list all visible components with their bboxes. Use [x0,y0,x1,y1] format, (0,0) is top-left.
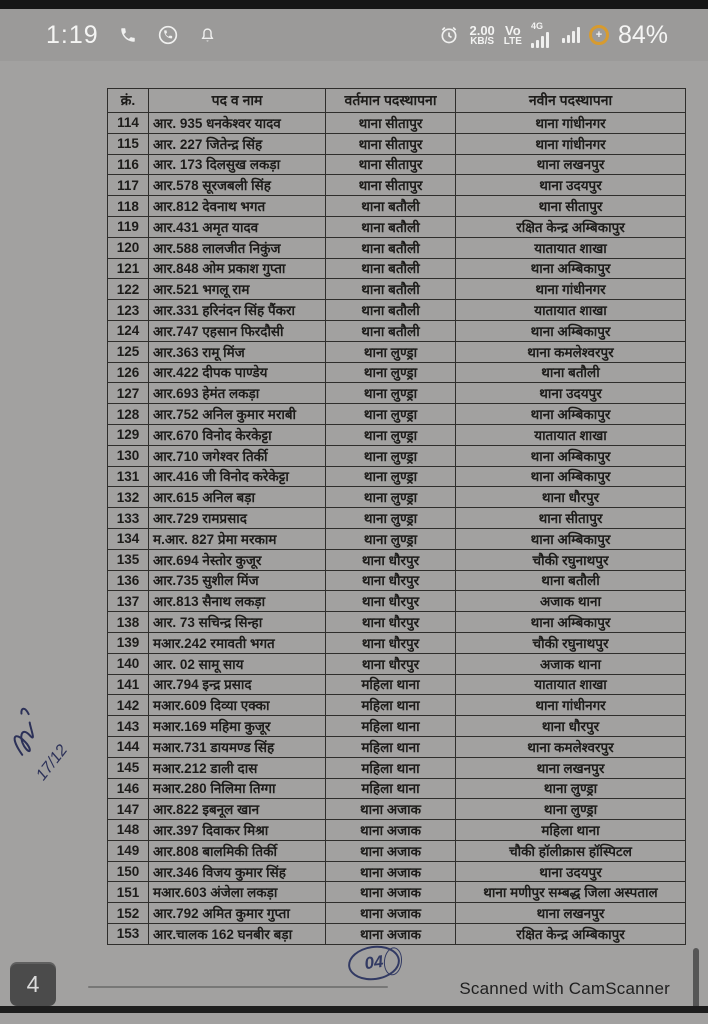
cell-serial: 128 [108,404,149,425]
cell-new-posting: थाना अम्बिकापुर [456,528,686,549]
cell-new-posting: अजाक थाना [456,653,686,674]
table-row [108,487,686,508]
cell-serial: 117 [108,175,149,196]
cell-new-posting: थाना बतौली [456,570,686,591]
cell-serial: 144 [108,736,149,757]
cell-post-name: आर.346 विजय कुमार सिंह [149,861,326,882]
cell-post-name: आर.752 अनिल कुमार मराबी [149,404,326,425]
table-row [108,736,686,757]
cell-post-name: आर.578 सूरजबली सिंह [149,175,326,196]
cell-new-posting: यातायात शाखा [456,237,686,258]
cell-post-name: आर.822 इबनूल खान [149,799,326,820]
cell-post-name: मआर.609 दिव्या एक्का [149,695,326,716]
cell-new-posting: थाना लखनपुर [456,757,686,778]
cell-post-name: आर.331 हरिनंदन सिंह पैंकरा [149,300,326,321]
cell-post-name: आर.397 दिवाकर मिश्रा [149,820,326,841]
cell-new-posting: थाना अम्बिकापुर [456,320,686,341]
network-speed-unit: KB/S [470,35,495,47]
device-bottom-bar [0,1006,708,1013]
cell-current-posting: थाना धौरपुर [326,612,456,633]
cell-current-posting: थाना अजाक [326,903,456,924]
cell-current-posting: महिला थाना [326,778,456,799]
cell-post-name: आर. 173 दिलसुख लकड़ा [149,154,326,175]
cell-post-name: मआर.212 डाली दास [149,757,326,778]
cell-new-posting: थाना अम्बिकापुर [456,404,686,425]
network-speed-value: 2.00 [469,22,495,38]
cell-serial: 126 [108,362,149,383]
table-row [108,528,686,549]
cell-current-posting: थाना लुण्ड्रा [326,362,456,383]
table-row [108,757,686,778]
volte-indicator [504,24,522,47]
table-row [108,612,686,633]
cell-serial: 115 [108,133,149,154]
table-row [108,300,686,321]
cell-new-posting: थाना गांधीनगर [456,279,686,300]
cell-current-posting: थाना सीतापुर [326,113,456,134]
cell-current-posting: थाना लुण्ड्रा [326,383,456,404]
camscanner-watermark: Scanned with CamScanner [459,979,670,998]
table-header-row [108,89,686,113]
cell-new-posting: रक्षित केन्द्र अम्बिकापुर [456,924,686,945]
cell-current-posting: थाना सीतापुर [326,133,456,154]
page-number-badge[interactable]: 4 [10,962,56,1006]
table-row [108,258,686,279]
header-post-name: पद व नाम [149,89,326,113]
cell-post-name: म.आर. 827 प्रेमा मरकाम [149,528,326,549]
cell-serial: 116 [108,154,149,175]
cell-post-name: आर.747 एहसान फिरदौसी [149,320,326,341]
table-row [108,570,686,591]
cell-new-posting: थाना गांधीनगर [456,133,686,154]
handwritten-page-number: 04 [346,943,402,984]
table-row [108,653,686,674]
cell-post-name: आर.693 हेमंत लकड़ा [149,383,326,404]
cell-serial: 130 [108,445,149,466]
cell-new-posting: यातायात शाखा [456,300,686,321]
table-row [108,362,686,383]
cell-post-name: आर.694 नेस्तोर कुजूर [149,549,326,570]
cell-serial: 147 [108,799,149,820]
cell-new-posting: थाना कमलेश्वरपुर [456,341,686,362]
phone-call-icon [117,24,139,46]
cell-post-name: मआर.603 अंजेला लकड़ा [149,882,326,903]
cell-new-posting: थाना उदयपुर [456,383,686,404]
alarm-clock-icon [438,24,460,46]
cell-post-name: आर. 935 धनकेश्वर यादव [149,113,326,134]
cell-new-posting: थाना कमलेश्वरपुर [456,736,686,757]
cell-current-posting: थाना बतौली [326,196,456,217]
cell-current-posting: महिला थाना [326,674,456,695]
network-speed-indicator [469,24,494,47]
table-row [108,820,686,841]
cell-current-posting: थाना धौरपुर [326,591,456,612]
cell-current-posting: थाना बतौली [326,237,456,258]
cell-serial: 123 [108,300,149,321]
call-recorder-icon [157,24,179,46]
cell-post-name: आर. 73 सचिन्द्र सिन्हा [149,612,326,633]
table-row [108,279,686,300]
cell-new-posting: यातायात शाखा [456,424,686,445]
cell-new-posting: रक्षित केन्द्र अम्बिकापुर [456,216,686,237]
cell-post-name: आर.735 सुशील मिंज [149,570,326,591]
header-serial: क्रं. [108,89,149,113]
cell-post-name: आर. 02 सामू साय [149,653,326,674]
cell-new-posting: थाना अम्बिकापुर [456,258,686,279]
cell-serial: 153 [108,924,149,945]
table-row [108,196,686,217]
table-row [108,924,686,945]
cell-serial: 133 [108,508,149,529]
cell-current-posting: थाना लुण्ड्रा [326,424,456,445]
cell-new-posting: थाना सीतापुर [456,196,686,217]
cell-serial: 146 [108,778,149,799]
cell-post-name: आर.416 जी विनोद करेकेट्टा [149,466,326,487]
cell-serial: 114 [108,113,149,134]
cell-post-name: आर.चालक 162 घनबीर बड़ा [149,924,326,945]
table-row [108,695,686,716]
cell-serial: 145 [108,757,149,778]
cell-current-posting: थाना अजाक [326,882,456,903]
cell-new-posting: थाना गांधीनगर [456,113,686,134]
cell-new-posting: थाना अम्बिकापुर [456,612,686,633]
battery-charging-icon: + [589,25,609,45]
cell-serial: 122 [108,279,149,300]
volte-label-bottom: LTE [503,35,522,47]
signal-bars-icon [531,32,549,48]
table-row [108,404,686,425]
cell-current-posting: थाना लुण्ड्रा [326,445,456,466]
cell-post-name: आर.813 सैनाथ लकड़ा [149,591,326,612]
table-row [108,237,686,258]
cell-serial: 119 [108,216,149,237]
cell-current-posting: थाना बतौली [326,320,456,341]
cell-current-posting: महिला थाना [326,716,456,737]
table-row [108,840,686,861]
table-row [108,549,686,570]
cell-post-name: आर.588 लालजीत निकुंज [149,237,326,258]
cell-post-name: आर.615 अनिल बड़ा [149,487,326,508]
table-row [108,508,686,529]
cell-serial: 152 [108,903,149,924]
table-row [108,341,686,362]
table-row [108,383,686,404]
cell-post-name: मआर.169 महिमा कुजूर [149,716,326,737]
cell-current-posting: थाना बतौली [326,300,456,321]
cell-serial: 142 [108,695,149,716]
cell-new-posting: थाना सीतापुर [456,508,686,529]
cell-post-name: आर.521 भगलू राम [149,279,326,300]
cell-serial: 127 [108,383,149,404]
table-row [108,466,686,487]
cell-serial: 129 [108,424,149,445]
table-row [108,133,686,154]
cell-serial: 140 [108,653,149,674]
cell-serial: 124 [108,320,149,341]
cell-current-posting: थाना सीतापुर [326,154,456,175]
table-row [108,674,686,695]
cell-new-posting: थाना उदयपुर [456,861,686,882]
table-row [108,861,686,882]
notification-bell-icon [197,24,219,46]
cell-serial: 135 [108,549,149,570]
header-current-posting: वर्तमान पदस्थापना [326,89,456,113]
cell-current-posting: थाना बतौली [326,279,456,300]
table-row [108,320,686,341]
cell-serial: 150 [108,861,149,882]
table-row [108,632,686,653]
table-row [108,445,686,466]
cell-post-name: आर.794 इन्द्र प्रसाद [149,674,326,695]
cell-current-posting: थाना लुण्ड्रा [326,487,456,508]
cell-new-posting: अजाक थाना [456,591,686,612]
device-top-bezel [0,0,708,9]
network-type-label: 4G [530,21,543,31]
cell-current-posting: थाना अजाक [326,861,456,882]
cell-new-posting: थाना लुण्ड्रा [456,778,686,799]
table-row [108,882,686,903]
header-new-posting: नवीन पदस्थापना [456,89,686,113]
battery-percentage: 84% [617,20,668,49]
cell-current-posting: थाना धौरपुर [326,653,456,674]
cell-current-posting: थाना अजाक [326,820,456,841]
cell-new-posting: थाना मणीपुर सम्बद्ध जिला अस्पताल [456,882,686,903]
cell-new-posting: थाना गांधीनगर [456,695,686,716]
cell-serial: 141 [108,674,149,695]
cell-serial: 148 [108,820,149,841]
cell-post-name: आर.792 अमित कुमार गुप्ता [149,903,326,924]
cell-new-posting: महिला थाना [456,820,686,841]
cell-current-posting: थाना लुण्ड्रा [326,528,456,549]
cell-new-posting: थाना धौरपुर [456,716,686,737]
cell-new-posting: चौकी रघुनाथपुर [456,549,686,570]
cell-post-name: मआर.280 निलिमा तिग्गा [149,778,326,799]
cell-new-posting: थाना लुण्ड्रा [456,799,686,820]
cell-post-name: आर.670 विनोद केरकेट्टा [149,424,326,445]
cell-current-posting: थाना अजाक [326,799,456,820]
signal-bars-sim2-icon [562,27,580,43]
cell-new-posting: थाना लखनपुर [456,154,686,175]
cell-new-posting: थाना धौरपुर [456,487,686,508]
cell-new-posting: यातायात शाखा [456,674,686,695]
cell-new-posting: थाना बतौली [456,362,686,383]
table-row [108,424,686,445]
cell-new-posting: थाना उदयपुर [456,175,686,196]
table-row [108,175,686,196]
status-bar [0,9,708,61]
cell-current-posting: थाना लुण्ड्रा [326,466,456,487]
cell-post-name: मआर.242 रमावती भगत [149,632,326,653]
cell-current-posting: थाना लुण्ड्रा [326,404,456,425]
cell-current-posting: थाना अजाक [326,840,456,861]
cell-post-name: आर.848 ओम प्रकाश गुप्ता [149,258,326,279]
table-row [108,716,686,737]
cell-serial: 120 [108,237,149,258]
vertical-scrollbar[interactable] [693,948,699,1010]
cell-post-name: आर. 227 जितेन्द्र सिंह [149,133,326,154]
signature-date: 17/12 [33,741,72,784]
cell-post-name: मआर.731 डायमण्ड सिंह [149,736,326,757]
cell-new-posting: चौकी हॉलीक्रास हॉस्पिटल [456,840,686,861]
cell-post-name: आर.431 अमृत यादव [149,216,326,237]
cell-current-posting: थाना बतौली [326,258,456,279]
cell-new-posting: चौकी रघुनाथपुर [456,632,686,653]
cell-serial: 118 [108,196,149,217]
table-row [108,591,686,612]
cell-serial: 121 [108,258,149,279]
cell-new-posting: थाना लखनपुर [456,903,686,924]
table-row [108,113,686,134]
cell-current-posting: थाना लुण्ड्रा [326,508,456,529]
table-row [108,903,686,924]
volte-label-top: Vo [505,22,521,38]
cell-new-posting: थाना अम्बिकापुर [456,445,686,466]
cell-new-posting: थाना अम्बिकापुर [456,466,686,487]
cell-post-name: आर.710 जगेश्वर तिर्की [149,445,326,466]
cell-current-posting: थाना धौरपुर [326,549,456,570]
cell-current-posting: थाना लुण्ड्रा [326,341,456,362]
cell-serial: 138 [108,612,149,633]
table-row [108,154,686,175]
cell-current-posting: महिला थाना [326,757,456,778]
cell-current-posting: थाना अजाक [326,924,456,945]
cell-serial: 149 [108,840,149,861]
cell-serial: 136 [108,570,149,591]
cell-serial: 151 [108,882,149,903]
cell-current-posting: थाना बतौली [326,216,456,237]
cell-serial: 131 [108,466,149,487]
table-row [108,216,686,237]
transfer-table [107,88,686,945]
cell-post-name: आर.812 देवनाथ भगत [149,196,326,217]
cell-serial: 143 [108,716,149,737]
cell-post-name: आर.808 बालमिकी तिर्की [149,840,326,861]
cell-serial: 137 [108,591,149,612]
table-row [108,799,686,820]
cell-post-name: आर.363 रामू मिंज [149,341,326,362]
cell-serial: 132 [108,487,149,508]
cell-current-posting: थाना धौरपुर [326,632,456,653]
cell-current-posting: थाना सीतापुर [326,175,456,196]
paper-crease [88,986,388,988]
cell-serial: 139 [108,632,149,653]
table-row [108,778,686,799]
cell-post-name: आर.422 दीपक पाण्डेय [149,362,326,383]
clock-time: 1:19 [46,20,99,49]
signal-sim1 [531,22,549,48]
cell-serial: 125 [108,341,149,362]
cell-current-posting: थाना धौरपुर [326,570,456,591]
cell-current-posting: महिला थाना [326,695,456,716]
cell-current-posting: महिला थाना [326,736,456,757]
cell-post-name: आर.729 रामप्रसाद [149,508,326,529]
cell-serial: 134 [108,528,149,549]
